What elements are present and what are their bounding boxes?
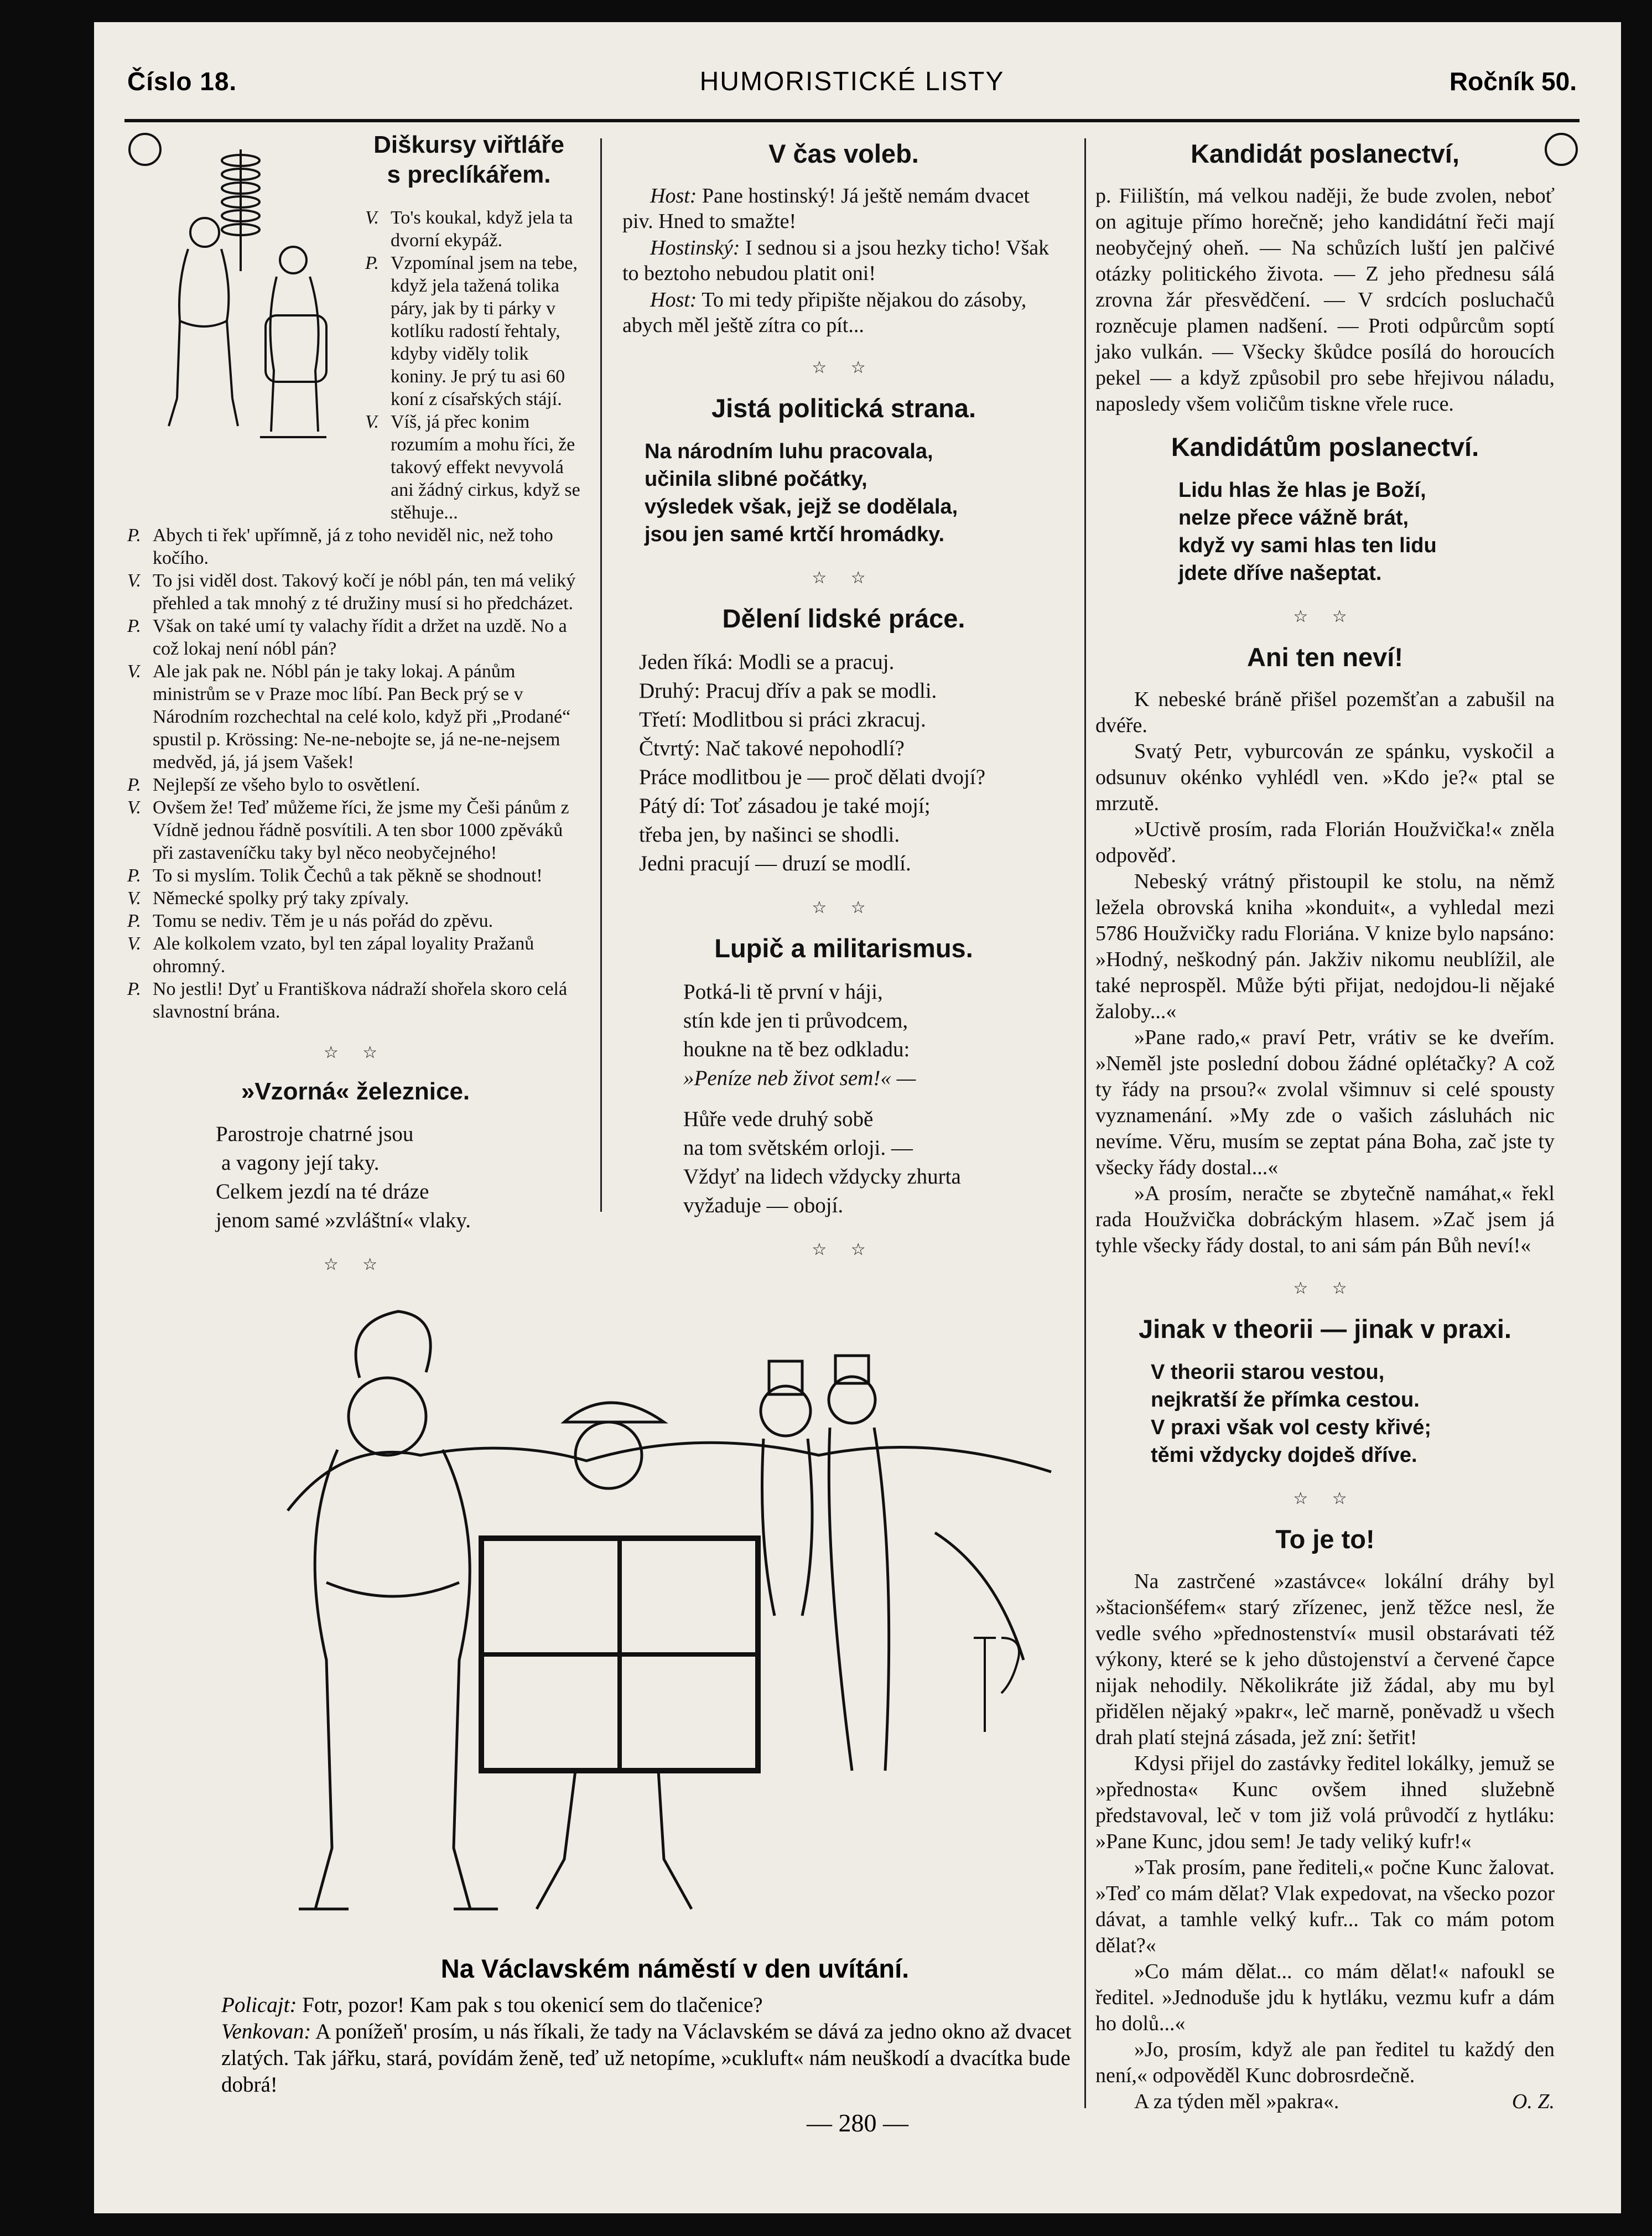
separator-stars: ☆ ☆	[812, 1241, 876, 1259]
column-3	[1095, 138, 1555, 2115]
poem-line: Čtvrtý: Nač takové nepohodlí?	[639, 736, 905, 760]
poem-lupic	[622, 978, 1065, 1220]
header-rule	[124, 119, 1580, 122]
dialog-voleb	[622, 183, 1065, 338]
poem-theorie	[1095, 1358, 1555, 1469]
poem-line: V theorii starou vestou,	[1151, 1361, 1385, 1384]
dialog-line	[365, 252, 584, 411]
dialog-line	[127, 978, 584, 1023]
paragraph: Svatý Petr, vyburcován ze spánku, vyskočil a odsunuv okénko vyhlédl ven. »Kdo je?« ptal se mrzutě.	[1095, 740, 1555, 815]
paragraph: »Uctivě prosím, rada Florián Houžvička!« zněla odpověď.	[1095, 818, 1555, 867]
separator-stars: ☆ ☆	[812, 569, 876, 587]
speaker: V.	[365, 207, 379, 228]
dialog-line	[365, 411, 584, 524]
paragraph: »Jo, prosím, když ale pan ředitel tu každý den není,« odpověděl Kunc dobrosrdečně.	[1095, 2038, 1555, 2087]
article-to-je-to	[1095, 1569, 1555, 2115]
poem-line: Jedni pracují — druzí se modlí.	[639, 852, 911, 875]
column-divider-2	[1084, 138, 1086, 2108]
speaker: P.	[127, 775, 141, 795]
separator-stars: ☆ ☆	[1293, 1279, 1357, 1298]
issue-number: Číslo 18.	[127, 67, 237, 96]
article-title-ani-ten-nevi: Ani ten neví!	[1246, 642, 1404, 672]
dialog-line	[127, 910, 584, 932]
poem-kandidatum	[1095, 476, 1555, 587]
poem-line: Lidu hlas že hlas je Boží,	[1178, 479, 1426, 502]
column-2	[622, 138, 1065, 1275]
poem-line: Druhý: Pracuj dřív a pak se modli.	[639, 679, 937, 703]
dialog-text: Víš, já přec konim rozumím a mohu říci, že takový effekt nevyvolá ani žádný cirkus, když se stěhuje...	[391, 412, 580, 523]
separator-stars: ☆ ☆	[1293, 1490, 1357, 1508]
poem-line: jsou jen samé krtčí hromádky.	[645, 523, 945, 546]
poem-line: nelze přece vážně brát,	[1178, 506, 1409, 530]
article-title-voleb: V čas voleb.	[768, 139, 919, 168]
poem-title: »Vzorná« železnice.	[241, 1078, 470, 1105]
dialog-text: Ale kolkolem vzato, byl ten zápal loyality Pražanů ohromný.	[153, 933, 534, 977]
dialog-line	[127, 864, 584, 887]
poem-line: jenom samé »zvláštní« vlaky.	[216, 1208, 471, 1232]
volume-number: Ročník 50.	[1449, 67, 1577, 96]
paragraph: K nebeské bráně přišel pozemšťan a zabušil na dvéře.	[1095, 688, 1555, 737]
column-divider-1	[600, 138, 602, 1212]
article-title-theorie: Jinak v theorii — jinak v praxi.	[1139, 1314, 1511, 1343]
paragraph: »Co mám dělat... co mám dělat!« nafoukl se ředitel. »Jednoduše jdu k hytláku, vezmu kufr a dám ho dolů...«	[1095, 1960, 1555, 2035]
dialog-line	[127, 524, 584, 569]
poem-line: »Peníze neb život sem!« —	[683, 1066, 916, 1090]
poem-line: jdete dříve našeptat.	[1178, 562, 1382, 585]
dialog-line	[127, 887, 584, 910]
cartoon-caption	[221, 1992, 1129, 2098]
paragraph: »Pane rado,« praví Petr, vrátiv se ke dveřím. »Neměl jste poslední dobou žádné oplétačky? A což ty řády na prsou?« zvolal všimnuv si celé spousty vyznamenání. »My zde o vašich zásluhách nic nevíme. Věru, musím se zeptat pána Boha, zač jste ty všecky řády dostal...«	[1095, 1026, 1555, 1179]
vendor-illustration	[127, 138, 349, 476]
poem-line: nejkratší že přímka cestou.	[1151, 1388, 1420, 1412]
caption-text: A ponížeň' prosím, u nás říkali, že tady na Václavském se dává za jedno okno až dvacet zlatých. Tak jářku, stará, povídám ženě, teď už netopíme, »cukluft« nám neuškodí a dvacítka bude dobrá!	[221, 2020, 1072, 2097]
speaker: V.	[127, 570, 141, 591]
dialog-text: Tomu se nediv. Těm je u nás pořád do zpěvu.	[153, 911, 493, 931]
dialog-line	[127, 774, 584, 796]
speaker: V.	[127, 661, 141, 682]
poem-line: třeba jen, by našinci se shodli.	[639, 823, 900, 847]
speaker: P.	[127, 616, 141, 636]
article-title-kandidatum: Kandidátům poslanectví.	[1171, 432, 1479, 461]
dialog-text: I sednou si a jsou hezky ticho! Však to beztoho nebudou platit oni!	[622, 236, 1050, 285]
speaker: V.	[127, 888, 141, 909]
poem-line: výsledek však, jejž se dodělala,	[645, 495, 958, 518]
poem-line: houkne na tě bez odkladu:	[683, 1037, 910, 1061]
poem-line: Na národním luhu pracovala,	[645, 440, 933, 463]
poem-line: Pátý dí: Toť zásadou je také mojí;	[639, 794, 931, 818]
poem-line: když vy sami hlas ten lidu	[1178, 534, 1437, 557]
separator-stars: ☆ ☆	[812, 899, 876, 917]
dialog-text: Vzpomínal jsem na tebe, když jela tažená tolika páry, jak by ti párky v kotlíku radostí řehtaly, kdyby viděly tolik koniny. Je prý tu asi 60 koní z císařských stájí.	[391, 253, 578, 409]
page-number: — 280 —	[807, 2109, 908, 2137]
paragraph: »A prosím, neračte se zbytečně namáhat,« řekl rada Houžvička dobráckým hlasem. »Zač jsem já tyhle všecky řády dostal, to ani sám pán Bůh neví!«	[1095, 1182, 1555, 1257]
signature: O. Z.	[1511, 2090, 1555, 2113]
poem-line: těmi vždycky dojdeš dříve.	[1151, 1444, 1417, 1467]
dialog-line	[127, 569, 584, 615]
separator-stars: ☆ ☆	[812, 359, 876, 377]
dialog-text: Abych ti řek' upřímně, já z toho neviděl nic, než toho kočího.	[153, 525, 553, 568]
paragraph: p. Fiilištín, má velkou naději, že bude zvolen, neboť on agituje přímo horečně; jeho kandidátní řeči mají neobyčejný oheň. — Na schůzích luští jen palčivé otázky politického života. — Z jeho přednesu sálá zrovna žár přesvědčení. — V srdcích posluchačů rozněcuje plamen nadšení. — Proti odpůrcům soptí jako vulkán. — Všecky škůdce posílá do horoucích pekel — a když způsobil pro sebe hřejivou náladu, naposledy všem voličům tiskne vřele ruce.	[1095, 184, 1555, 416]
poem-line: stín kde jen ti průvodcem,	[683, 1009, 908, 1033]
dialog-text: To jsi viděl dost. Takový kočí je nóbl pán, ten má veliký přehled a tak mnohý z té družiny musí si ho předcházet.	[153, 570, 576, 614]
article-title-1b: s preclíkářem.	[387, 161, 551, 188]
journal-title: HUMORISTICKÉ LISTY	[699, 67, 1005, 96]
dialog-line	[127, 615, 584, 660]
poem-line: Jeden říká: Modli se a pracuj.	[639, 650, 895, 674]
speaker: Venkovan:	[221, 2020, 311, 2043]
article-title-to-je-to: To je to!	[1275, 1524, 1375, 1554]
speaker: Policajt:	[221, 1993, 297, 2017]
poem-line: na tom světském orloji. —	[683, 1136, 913, 1160]
article-ani-ten-nevi	[1095, 687, 1555, 1259]
speaker: Hostinský:	[650, 236, 740, 260]
column-1	[127, 130, 584, 1290]
poem-line: V praxi však vol cesty křivé;	[1151, 1416, 1431, 1439]
separator-stars: ☆ ☆	[323, 1256, 388, 1274]
paragraph: »Tak prosím, pane řediteli,« počne Kunc žalovat. »Teď co mám dělat? Vlak expedovat, na všecko pozor dávat, a tamhle velký kufr... Tak co mám potom dělat?«	[1095, 1856, 1555, 1957]
dialog-text: Německé spolky prý taky zpívaly.	[153, 888, 409, 909]
speaker: V.	[365, 412, 379, 432]
poem-vzorna-zeleznice	[127, 1120, 584, 1235]
caption-text: Fotr, pozor! Kam pak s tou okenicí sem do tlačenice?	[302, 1993, 763, 2017]
article-title-lupic: Lupič a militarismus.	[714, 933, 973, 963]
poem-strana	[622, 438, 1065, 548]
article-title-deleni: Dělení lidské práce.	[722, 604, 965, 633]
paragraph: Kdysi přijel do zastávky ředitel lokálky, jemuž se »přednosta« Kunc ovšem ihned služebně představoval, leč v tom již volá průvodčí z hytláku: »Pane Kunc, jdou sem! Je tady veliký kufr!«	[1095, 1752, 1555, 1853]
poem-line: vyžaduje — obojí.	[683, 1194, 844, 1217]
cartoon-title: Na Václavském náměstí v den uvítání.	[440, 1954, 910, 1983]
poem-line: a vagony její taky.	[221, 1151, 380, 1175]
article-title-strana: Jistá politická strana.	[711, 393, 976, 423]
poem-line: Hůře vede druhý sobě	[683, 1107, 874, 1131]
poem-line: Celkem jezdí na té dráze	[216, 1180, 429, 1203]
article-title-kandidat: Kandidát poslanectví,	[1191, 139, 1459, 168]
article-kandidat	[1095, 183, 1555, 417]
paragraph: Na zastrčené »zastávce« lokální dráhy byl »štacionšéfem« starý zřízenec, jenž těžce nesl, že vedle svého »přednostenství« musil obstarávati též výkony, které se k jeho důstojenství a červené čapce nijak nehodily. Několikráte již žádal, aby mu byl přidělen nějaký »pakr«, leč marně, poněvadž u všech drah platí stejná zásada, jež zní: šetřit!	[1095, 1570, 1555, 1749]
speaker: P.	[127, 525, 141, 546]
speaker: P.	[127, 979, 141, 999]
speaker: Host:	[650, 288, 697, 312]
dialog-text: Ale jak pak ne. Nóbl pán je taky lokaj. A pánům ministrům se v Praze moc líbí. Pan Beck prý se v Národním rozchechtal na celé kolo, když při „Prodané“ spustil p. Krössing: Ne-ne-nebojte se, já ne-ne-nejsem medvěd, já, já jsem Vašek!	[153, 661, 571, 772]
separator-stars: ☆ ☆	[1293, 608, 1357, 626]
dialog-text: Nejlepší ze všeho bylo to osvětlení.	[153, 775, 420, 795]
paragraph-text: A za týden měl »pakra«.	[1134, 2090, 1339, 2113]
speaker: P.	[127, 911, 141, 931]
speaker: V.	[127, 933, 141, 954]
dialog-line	[127, 932, 584, 978]
poem-deleni	[622, 648, 1065, 878]
dialog-text: No jestli! Dyť u Františkova nádraží shořela skoro celá slavnostní brána.	[153, 979, 568, 1022]
poem-line: Vždyť na lidech vždycky zhurta	[683, 1165, 961, 1189]
poem-line: Třetí: Modlitbou si práci zkracuj.	[639, 708, 926, 732]
dialog-text: Ovšem že! Teď můžeme říci, že jsme my Češi pánům z Vídně jednou řádně posvítili. A ten sbor 1000 zpěváků při zastaveníčku taky byl něco neobyčejného!	[153, 797, 569, 863]
speaker: P.	[365, 253, 379, 273]
separator-stars: ☆ ☆	[323, 1044, 388, 1062]
poem-line: Potká-li tě první v háji,	[683, 980, 883, 1004]
speaker: Host:	[650, 184, 697, 207]
speaker: P.	[127, 865, 141, 886]
dialog-text: Však on také umí ty valachy řídit a držet na uzdě. No a což lokaj není nóbl pán?	[153, 616, 567, 659]
cartoon-illustration	[277, 1273, 1062, 1931]
dialog-line	[365, 206, 584, 252]
speaker: V.	[127, 797, 141, 818]
newspaper-page	[94, 22, 1621, 2213]
poem-line: Parostroje chatrné jsou	[216, 1122, 414, 1146]
dialog-text: To mi tedy připište nějakou do zásoby, abych měl ještě zítra co pít...	[622, 288, 1027, 337]
dialog-line	[127, 796, 584, 864]
page-header	[127, 66, 1577, 111]
paragraph: Nebeský vrátný přistoupil ke stolu, na němž ležela obrovská kniha »konduit«, a vyhledal mezi 5786 Houžvičky radu Floriána. V knize bylo napsáno: »Hodný, neškodný pán. Jakživ nikomu neublížil, ale také neprospěl. Může býti přijat, nedojdou-li nějaké žaloby...«	[1095, 870, 1555, 1023]
dialog-text: To si myslím. Tolik Čechů a tak pěkně se shodnout!	[153, 865, 543, 886]
dialog-text: Pane hostinský! Já ještě nemám dvacet piv. Hned to smažte!	[622, 184, 1030, 233]
dialog-line	[127, 660, 584, 774]
poem-line: učinila slibné počátky,	[645, 468, 867, 491]
poem-line: Práce modlitbou je — proč dělati dvojí?	[639, 765, 985, 789]
article-title-1a: Diškursy viřtláře	[373, 131, 564, 158]
dialog-text: To's koukal, když jela ta dvorní ekypáž.	[391, 207, 573, 251]
